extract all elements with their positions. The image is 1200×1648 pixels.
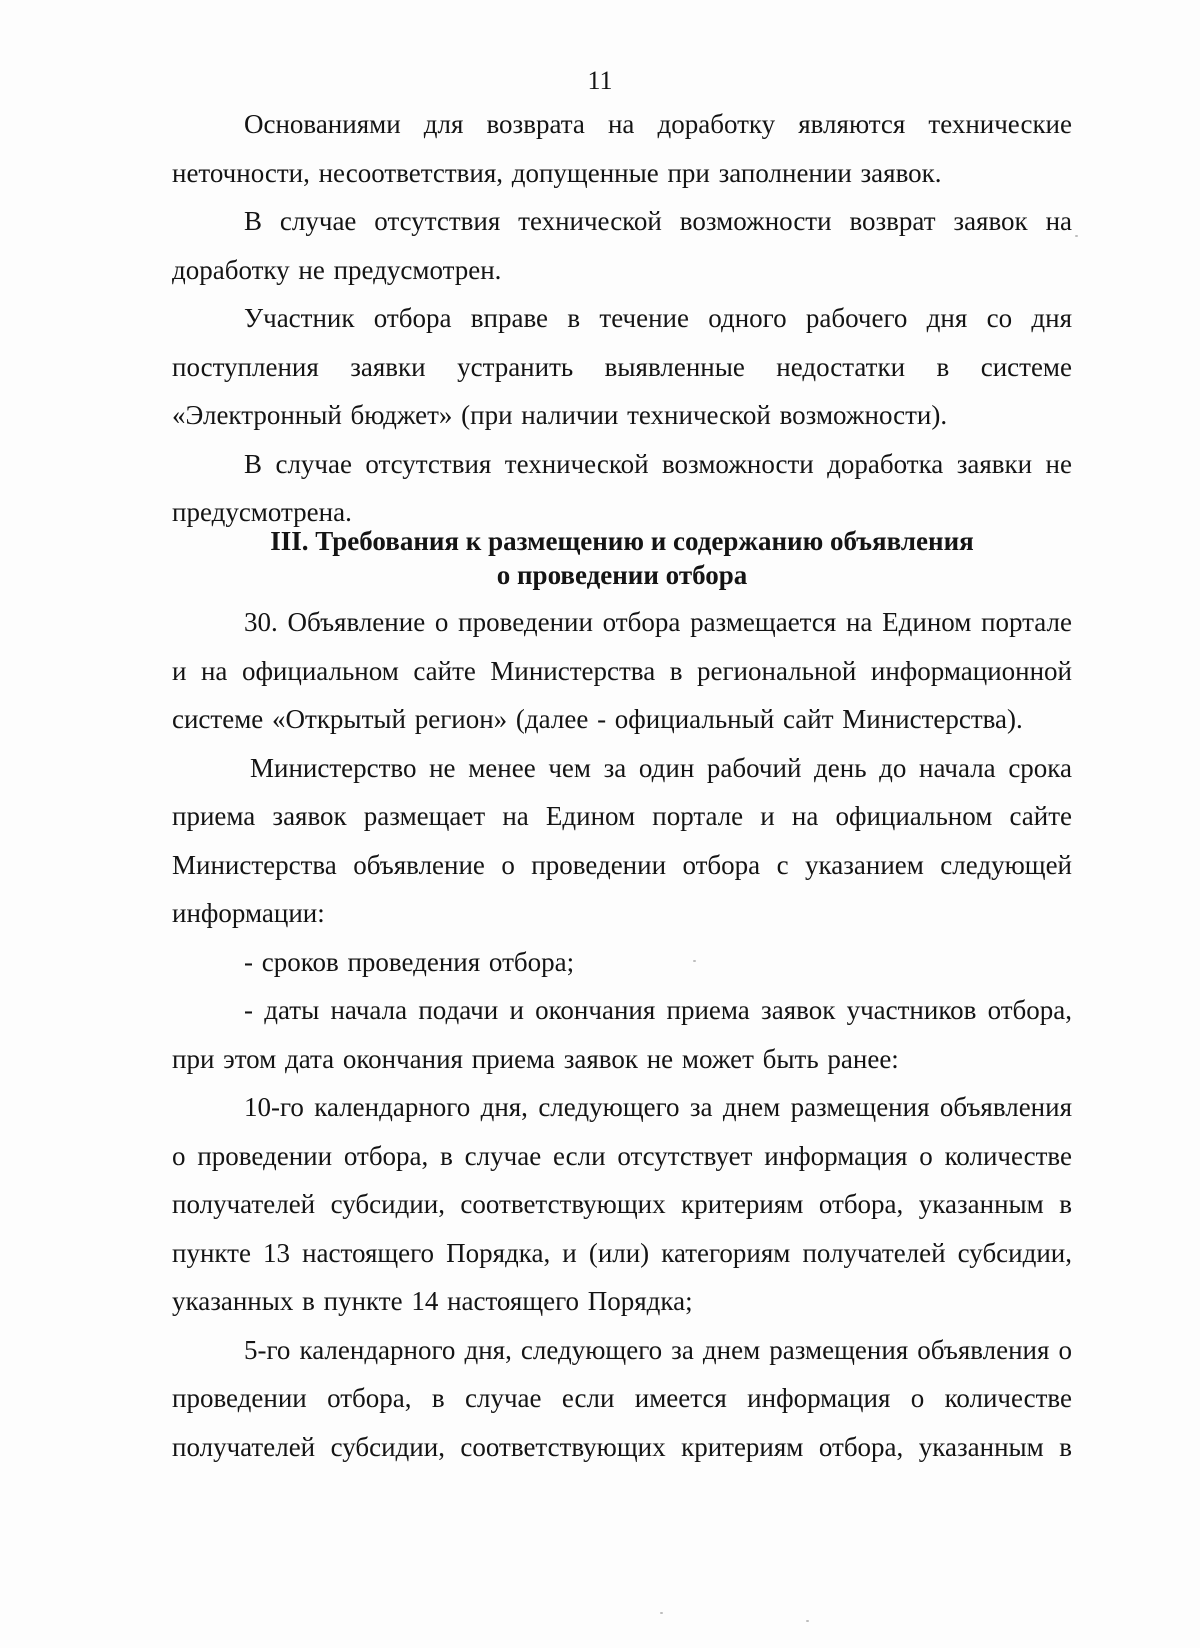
paragraph-30-announcement-placement: 30. Объявление о проведении отбора размещается на Едином портале и на официальном сайте Министерства в региональной информационной системе «Открытый регион» (далее - официальный сайт Министерства). [172,607,1072,734]
paragraphs-after-section [172,598,1072,1471]
page-number: 11 [587,66,613,95]
paragraph-return-grounds: Основаниями для возврата на доработку являются технические неточности, несоответствия, допущенные при заполнении заявок. [172,109,1072,188]
scan-speck [806,1620,809,1622]
list-item-application-dates: - даты начала подачи и окончания приема заявок участников отбора, при этом дата окончания приема заявок не может быть ранее: [172,995,1072,1074]
paragraph-ministry-announcement-info: Министерство не менее чем за один рабочий день до начала срока приема заявок размещает на Едином портале и на официальном сайте Министерства объявление о проведении отбора с указанием следующей информации: [172,752,1072,928]
paragraph-no-technical-return: В случае отсутствия технической возможности возврат заявок на доработку не предусмотрен. [172,206,1072,285]
paragraph-10th-day-condition: 10-го календарного дня, следующего за днем размещения объявления о проведении отбора, в случае если отсутствует информация о количестве получателей субсидии, соответствующих критериям отбора, указанным в пункте 13 настоящего Порядка, и (или) категориям получателей субсидии, указанных в пункте 14 настоящего Порядка; [172,1092,1072,1316]
scan-speck [660,1612,663,1614]
section-heading [172,524,1072,592]
paragraph-participant-correction: Участник отбора вправе в течение одного рабочего дня со дня поступления заявки устранить выявленные недостатки в системе «Электронный бюджет» (при наличии технической возможности). [172,303,1072,430]
section-heading-line-2: о проведении отбора [496,560,748,590]
scan-speck [1075,235,1078,237]
paragraph-no-technical-correction: В случае отсутствия технической возможности доработка заявки не предусмотрена. [172,448,1072,527]
paragraph-5th-day-condition: 5-го календарного дня, следующего за днем размещения объявления о проведении отбора, в случае если имеется информация о количестве получателей субсидии, соответствующих критериям отбора, указанным в [172,1334,1072,1462]
section-heading-line-1: III. Требования к размещению и содержанию объявления [270,526,974,556]
scan-speck [693,960,696,962]
paragraphs-before-section [172,100,1072,537]
list-item-selection-terms: - сроков проведения отбора; [244,946,575,977]
